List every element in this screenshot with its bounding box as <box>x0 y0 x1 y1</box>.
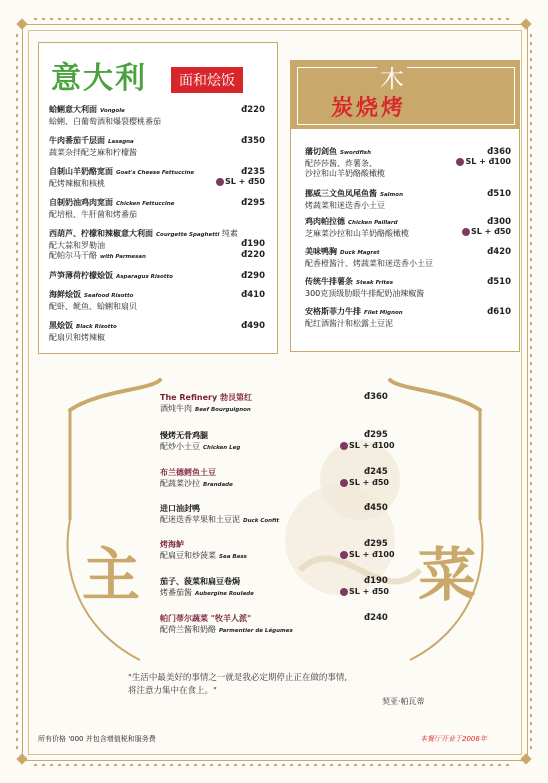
dish-price: đ295 <box>364 539 388 549</box>
salad-icon <box>340 442 348 450</box>
dish-item <box>49 136 137 158</box>
dish-en-name: Brandade <box>203 482 233 488</box>
dish-desc: 配红酒酱汁和松露土豆泥 <box>305 318 393 328</box>
price-extra-text: SL + đ50 <box>471 227 511 236</box>
dish-price-extra <box>340 441 395 450</box>
quote-text <box>128 672 347 698</box>
dish-item <box>305 307 403 329</box>
dish-name: 自制山羊奶酪宽面 <box>49 167 113 176</box>
dish-price: đ510 <box>487 189 511 199</box>
dish-en-name: Goat's Cheese Fettuccine <box>116 170 195 176</box>
dish-desc: 配扇贝和烤辣椒 <box>49 332 105 342</box>
dish-en-name: Black Risotto <box>76 324 117 330</box>
dish-item <box>49 198 174 220</box>
dish-en-name: Aubergine Roulade <box>195 591 254 597</box>
grill-section <box>290 60 520 352</box>
dish-desc: 配香橙酱汁、烤蔬菜和迷迭香小土豆 <box>305 258 433 268</box>
dish-desc: 配荷兰酱和奶酪 <box>160 625 216 634</box>
dish-name: 牛肉番茄千层面 <box>49 136 105 145</box>
dish-price: đ450 <box>364 503 388 513</box>
dish-desc: 配莎莎酱、炸薯条、 <box>305 158 377 168</box>
dish-price-extra <box>340 478 389 487</box>
dish-name: 安格斯菲力牛排 <box>305 307 361 316</box>
dish-price: đ240 <box>364 613 388 623</box>
dish-en-name: Seafood Risotto <box>84 293 134 299</box>
dish-item <box>305 217 409 239</box>
dish-item <box>49 271 173 283</box>
dish-desc: 烤蔬菜和迷迭香小土豆 <box>305 200 385 210</box>
dish-price: đ360 <box>487 147 511 157</box>
vegan-tag: 纯素 <box>221 229 238 238</box>
dish-desc-2: 沙拉和山羊奶酪酸橄榄 <box>305 169 385 178</box>
dish-price: đ295 <box>364 430 388 440</box>
price-extra-text: SL + đ100 <box>349 441 395 450</box>
footer-note: 所有价格 '000 并包含增值税和服务费 <box>38 735 156 743</box>
price-extra-text: SL + đ50 <box>349 587 389 596</box>
dish-name: 美味鸭胸 <box>305 247 337 256</box>
mains-title-right: 菜 <box>418 541 477 609</box>
main-dish-item <box>160 503 279 527</box>
dish-desc: 配蔬菜沙拉 <box>160 479 200 488</box>
dish-price-alt: đ220 <box>241 250 265 260</box>
dish-desc: 配大蒜和罗勒油 <box>49 240 105 250</box>
italian-section <box>38 42 278 354</box>
main-dish-item <box>160 392 252 416</box>
dish-name: 西葫芦、柠檬和辣椒意大利面 <box>49 229 153 238</box>
grill-title: 炭烧烤 <box>331 95 407 121</box>
main-dish-item <box>160 467 233 491</box>
right-border-dots <box>530 34 532 750</box>
dish-name: 慢烤无骨鸡腿 <box>160 431 208 440</box>
dish-item <box>305 277 424 299</box>
dish-price: đ190 <box>241 239 265 249</box>
dish-price: đ420 <box>487 247 511 257</box>
dish-en-name: Filet Mignon <box>364 310 403 316</box>
dish-name: 挪威三文鱼凤尾鱼酱 <box>305 189 377 198</box>
dish-price: đ290 <box>241 271 265 281</box>
price-extra-text: SL + đ100 <box>465 157 511 166</box>
salad-icon <box>340 479 348 487</box>
dish-price: đ300 <box>487 217 511 227</box>
dish-desc: 配虾、鱿鱼、蛤蜊和扇贝 <box>49 301 137 311</box>
dish-name: 传统牛排薯条 <box>305 277 353 286</box>
dish-en-name: Chicken Leg <box>203 445 241 451</box>
dish-en-name: Chicken Fettuccine <box>116 201 175 207</box>
italian-badge: 面和烩饭 <box>171 67 243 93</box>
dish-desc: 蔬菜杂拌配芝麻和柠檬酱 <box>49 147 137 157</box>
top-border-dots <box>34 18 514 20</box>
dish-price-extra <box>340 550 395 559</box>
dish-en-alt: with Parmesan <box>100 254 146 260</box>
dish-name: 藩切剑鱼 <box>305 147 337 156</box>
dish-en-name: Chicken Paillard <box>348 220 398 226</box>
dish-item <box>305 247 433 269</box>
dish-desc: 蛤蜊、白葡萄酒和爆裂樱桃番茄 <box>49 116 161 126</box>
salad-icon <box>456 158 464 166</box>
dish-price-extra <box>425 227 511 236</box>
dish-en-name: Duck Magret <box>340 250 380 256</box>
dish-desc: 酒炖牛肉 <box>160 404 192 413</box>
dish-desc-alt: 配帕尔马干酪 <box>49 251 97 260</box>
mains-title-left: 主 <box>82 541 141 609</box>
dish-item <box>49 105 161 127</box>
dish-desc: 烤番茄酱 <box>160 588 192 597</box>
dish-name: The Refinery 勃艮第红 <box>160 393 252 402</box>
price-extra-text: SL + đ100 <box>349 550 395 559</box>
dish-name: 茄子、菠菜和扁豆卷焗 <box>160 577 240 586</box>
dish-en-name: Sea Bass <box>219 554 247 560</box>
dish-price: đ190 <box>364 576 388 586</box>
dish-en-name: Courgette Spaghetti <box>156 232 220 238</box>
wood-glyph: 木 <box>380 65 404 91</box>
dish-price: đ360 <box>364 392 388 402</box>
quote-line-1: "生活中最美好的事情之一就是我必定期停止正在做的事情, <box>128 673 348 683</box>
left-border-dots <box>16 34 18 750</box>
dish-desc: 配烤辣椒和核桃 <box>49 178 105 188</box>
dish-item <box>305 147 385 180</box>
dish-price: đ610 <box>487 307 511 317</box>
dish-price: đ410 <box>241 290 265 300</box>
salad-icon <box>340 588 348 596</box>
dish-name: 海鲜烩饭 <box>49 290 81 299</box>
salad-icon <box>340 551 348 559</box>
main-dish-item <box>160 576 254 600</box>
dish-en-name: Duck Confit <box>243 518 280 524</box>
price-extra-text: SL + đ50 <box>225 177 265 186</box>
dish-price-extra <box>340 587 389 596</box>
dish-en-name: Beef Bourguignon <box>195 407 251 413</box>
price-extra-text: SL + đ50 <box>349 478 389 487</box>
dish-desc: 300克顶级肋眼牛排配奶油辣椒酱 <box>305 288 425 298</box>
dish-name: 芦笋薄荷柠檬烩饭 <box>49 271 113 280</box>
italian-title: 意大利 <box>51 61 147 96</box>
dish-en-name: Swordfish <box>340 150 371 156</box>
dish-en-name: Salmon <box>380 192 403 198</box>
dish-price: đ350 <box>241 136 265 146</box>
dish-item <box>305 189 403 211</box>
footer-established: 本餐厅开业于2006年 <box>420 735 487 743</box>
bottom-border-dots <box>34 764 514 766</box>
dish-en-name: Asparagus Risotto <box>116 274 173 280</box>
dish-desc: 配炒小土豆 <box>160 442 200 451</box>
main-dish-item <box>160 613 293 637</box>
dish-item <box>49 167 194 189</box>
quote-line-2: 将注意力集中在食上。" <box>128 686 217 696</box>
dish-price: đ220 <box>241 105 265 115</box>
dish-desc: 配培根、牛肝菌和烤番茄 <box>49 209 137 219</box>
salad-icon <box>462 228 470 236</box>
dish-desc: 芝麻菜沙拉和山羊奶酪酸橄榄 <box>305 228 409 238</box>
dish-en-name: Vongole <box>100 108 125 114</box>
dish-item <box>49 290 137 312</box>
dish-name: 进口油封鸭 <box>160 504 200 513</box>
dish-price: đ235 <box>241 167 265 177</box>
salad-icon <box>216 178 224 186</box>
main-dish-item <box>160 539 247 563</box>
dish-en-name: Parmentier de Légumes <box>219 628 293 634</box>
dish-en-name: Lasagna <box>108 139 134 145</box>
dish-name: 鸡肉帕拉德 <box>305 217 345 226</box>
dish-price: đ245 <box>364 467 388 477</box>
dish-name: 布兰德鳕鱼土豆 <box>160 468 216 477</box>
dish-desc: 配扁豆和炒菠菜 <box>160 551 216 560</box>
dish-item <box>49 321 117 343</box>
dish-price: đ295 <box>241 198 265 208</box>
dish-name: 自制奶油鸡肉宽面 <box>49 198 113 207</box>
dish-name: 蛤蜊意大利面 <box>49 105 97 114</box>
wood-icon <box>377 65 407 91</box>
dish-price: đ490 <box>241 321 265 331</box>
dish-name: 帕门蒂尔蔬菜 "牧羊人派" <box>160 614 252 623</box>
quote-author: 契亚·帕瓦蒂 <box>382 697 425 706</box>
dish-name: 烤海鲈 <box>160 540 184 549</box>
dish-price-extra <box>425 157 511 166</box>
dish-desc: 配迷迭香苹果和土豆泥 <box>160 515 240 524</box>
dish-price-extra <box>189 177 265 186</box>
dish-en-name: Steak Frites <box>356 280 393 286</box>
dish-price: đ510 <box>487 277 511 287</box>
dish-name: 黑烩饭 <box>49 321 73 330</box>
main-dish-item <box>160 430 240 454</box>
